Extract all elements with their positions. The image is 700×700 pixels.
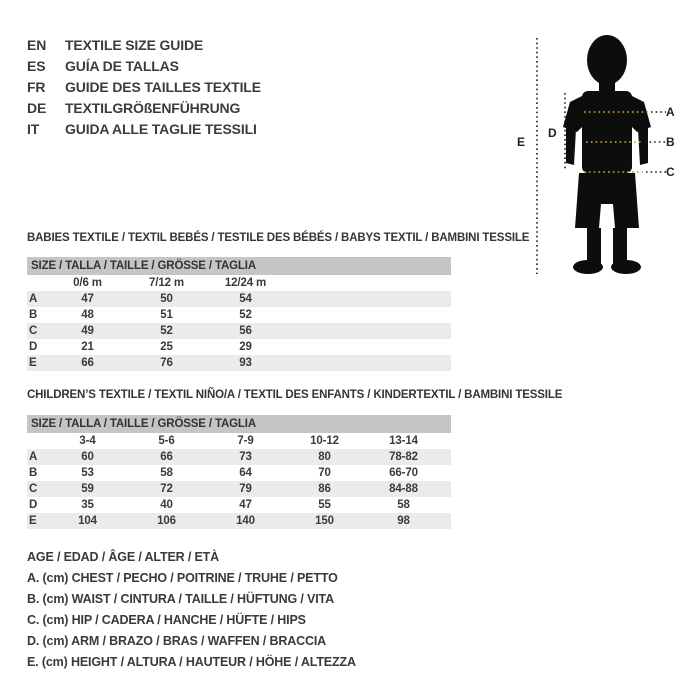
legend-arm-line: D. (cm) ARM / BRAZO / BRAS / WAFFEN / BRACCIA xyxy=(27,634,327,648)
table-cell: 98 xyxy=(397,515,410,527)
lang-row-fr xyxy=(27,77,261,98)
legend-chest-line: A. (cm) CHEST / PECHO / POITRINE / TRUHE / PETTO xyxy=(27,571,338,585)
table-cell: 66 xyxy=(81,357,94,369)
table-cell: 86 xyxy=(318,483,331,495)
table-cell: 80 xyxy=(318,451,331,463)
table-row-E xyxy=(27,355,451,371)
child-silhouette-figure xyxy=(530,25,700,280)
column-header: 12/24 m xyxy=(224,277,267,289)
table-cell: 140 xyxy=(236,515,255,527)
table-cell: 56 xyxy=(239,325,252,337)
lang-row-es xyxy=(27,56,261,77)
table-cell: 64 xyxy=(239,467,252,479)
table-row-E xyxy=(27,513,451,529)
lang-row-it xyxy=(27,119,261,140)
row-label: D xyxy=(29,341,38,353)
table-cell: 21 xyxy=(81,341,94,353)
table-cell: 66-70 xyxy=(389,467,418,479)
column-header: 10-12 xyxy=(310,435,339,447)
lang-title: TEXTILE SIZE GUIDE xyxy=(65,37,204,53)
babies-section-title: BABIES TEXTILE / TEXTIL BEBÉS / TESTILE DES BÉBÉS / BABYS TEXTIL / BAMBINI TESSILE xyxy=(27,232,530,244)
table-cell: 78-82 xyxy=(389,451,418,463)
table-cell: 76 xyxy=(160,357,173,369)
children-column-header-row xyxy=(27,433,451,449)
table-row-C xyxy=(27,323,451,339)
table-cell: 52 xyxy=(239,309,252,321)
measure-label-arm: D xyxy=(548,126,557,140)
lang-code: IT xyxy=(27,121,40,137)
row-label: A xyxy=(29,451,38,463)
babies-size-table xyxy=(27,257,451,371)
lang-code: FR xyxy=(27,79,46,95)
measure-label-height: E xyxy=(517,135,525,149)
column-header: 0/6 m xyxy=(73,277,102,289)
lang-code: EN xyxy=(27,37,47,53)
lang-title: GUIDE DES TAILLES TEXTILE xyxy=(65,79,261,95)
table-cell: 66 xyxy=(160,451,173,463)
children-size-table xyxy=(27,415,451,529)
table-cell: 70 xyxy=(318,467,331,479)
column-header: 3-4 xyxy=(79,435,96,447)
row-label: A xyxy=(29,293,38,305)
measurement-legend xyxy=(27,547,356,673)
babies-size-header-bar: SIZE / TALLA / TAILLE / GRÖSSE / TAGLIA xyxy=(27,257,451,275)
language-title-list xyxy=(27,35,261,140)
table-cell: 40 xyxy=(160,499,173,511)
table-cell: 29 xyxy=(239,341,252,353)
legend-age-line: AGE / EDAD / ÂGE / ALTER / ETÀ xyxy=(27,550,220,564)
table-cell: 58 xyxy=(160,467,173,479)
table-cell: 52 xyxy=(160,325,173,337)
row-label: E xyxy=(29,357,37,369)
legend-waist-line: B. (cm) WAIST / CINTURA / TAILLE / HÜFTUNG / VITA xyxy=(27,592,334,606)
measure-label-chest: A xyxy=(666,105,675,119)
measure-label-waist: B xyxy=(666,135,675,149)
lang-row-de xyxy=(27,98,261,119)
row-label: B xyxy=(29,309,38,321)
row-label: D xyxy=(29,499,38,511)
table-row-D xyxy=(27,339,451,355)
table-cell: 79 xyxy=(239,483,252,495)
row-label: E xyxy=(29,515,37,527)
lang-row-en xyxy=(27,35,261,56)
table-row-A xyxy=(27,449,451,465)
table-cell: 150 xyxy=(315,515,334,527)
row-label: C xyxy=(29,325,38,337)
row-label: B xyxy=(29,467,38,479)
table-cell: 84-88 xyxy=(389,483,418,495)
children-size-header-bar: SIZE / TALLA / TAILLE / GRÖSSE / TAGLIA xyxy=(27,415,451,433)
column-header-spacer xyxy=(27,275,48,291)
lang-code: ES xyxy=(27,58,46,74)
column-header-spacer xyxy=(27,433,48,449)
legend-height-line: E. (cm) HEIGHT / ALTURA / HAUTEUR / HÖHE / ALTEZZA xyxy=(27,655,356,669)
table-cell: 55 xyxy=(318,499,331,511)
table-cell: 58 xyxy=(397,499,410,511)
lang-title: TEXTILGRÖßENFÜHRUNG xyxy=(65,100,241,116)
table-cell: 72 xyxy=(160,483,173,495)
table-cell: 49 xyxy=(81,325,94,337)
table-cell: 47 xyxy=(239,499,252,511)
children-section-title: CHILDREN’S TEXTILE / TEXTIL NIÑO/A / TEXTIL DES ENFANTS / KINDERTEXTIL / BAMBINI TESSILE xyxy=(27,389,563,401)
table-cell: 51 xyxy=(160,309,173,321)
column-header: 13-14 xyxy=(389,435,418,447)
row-label: C xyxy=(29,483,38,495)
lang-title: GUÍA DE TALLAS xyxy=(65,58,179,74)
table-cell: 93 xyxy=(239,357,252,369)
column-header: 7-9 xyxy=(237,435,254,447)
lang-code: DE xyxy=(27,100,47,116)
measure-label-hip: C xyxy=(666,165,675,179)
table-cell: 106 xyxy=(157,515,176,527)
table-cell: 104 xyxy=(78,515,97,527)
child-silhouette xyxy=(563,35,651,274)
table-cell: 48 xyxy=(81,309,94,321)
legend-hip-line: C. (cm) HIP / CADERA / HANCHE / HÜFTE / HIPS xyxy=(27,613,306,627)
table-row-B xyxy=(27,465,451,481)
table-cell: 47 xyxy=(81,293,94,305)
table-cell: 59 xyxy=(81,483,94,495)
table-cell: 35 xyxy=(81,499,94,511)
column-header: 7/12 m xyxy=(149,277,184,289)
table-row-C xyxy=(27,481,451,497)
table-cell: 50 xyxy=(160,293,173,305)
lang-title: GUIDA ALLE TAGLIE TESSILI xyxy=(65,121,257,137)
table-cell: 60 xyxy=(81,451,94,463)
column-header: 5-6 xyxy=(158,435,175,447)
table-cell: 53 xyxy=(81,467,94,479)
table-cell: 73 xyxy=(239,451,252,463)
table-cell: 54 xyxy=(239,293,252,305)
table-row-A xyxy=(27,291,451,307)
table-row-D xyxy=(27,497,451,513)
table-row-B xyxy=(27,307,451,323)
table-cell: 25 xyxy=(160,341,173,353)
babies-column-header-row xyxy=(27,275,451,291)
